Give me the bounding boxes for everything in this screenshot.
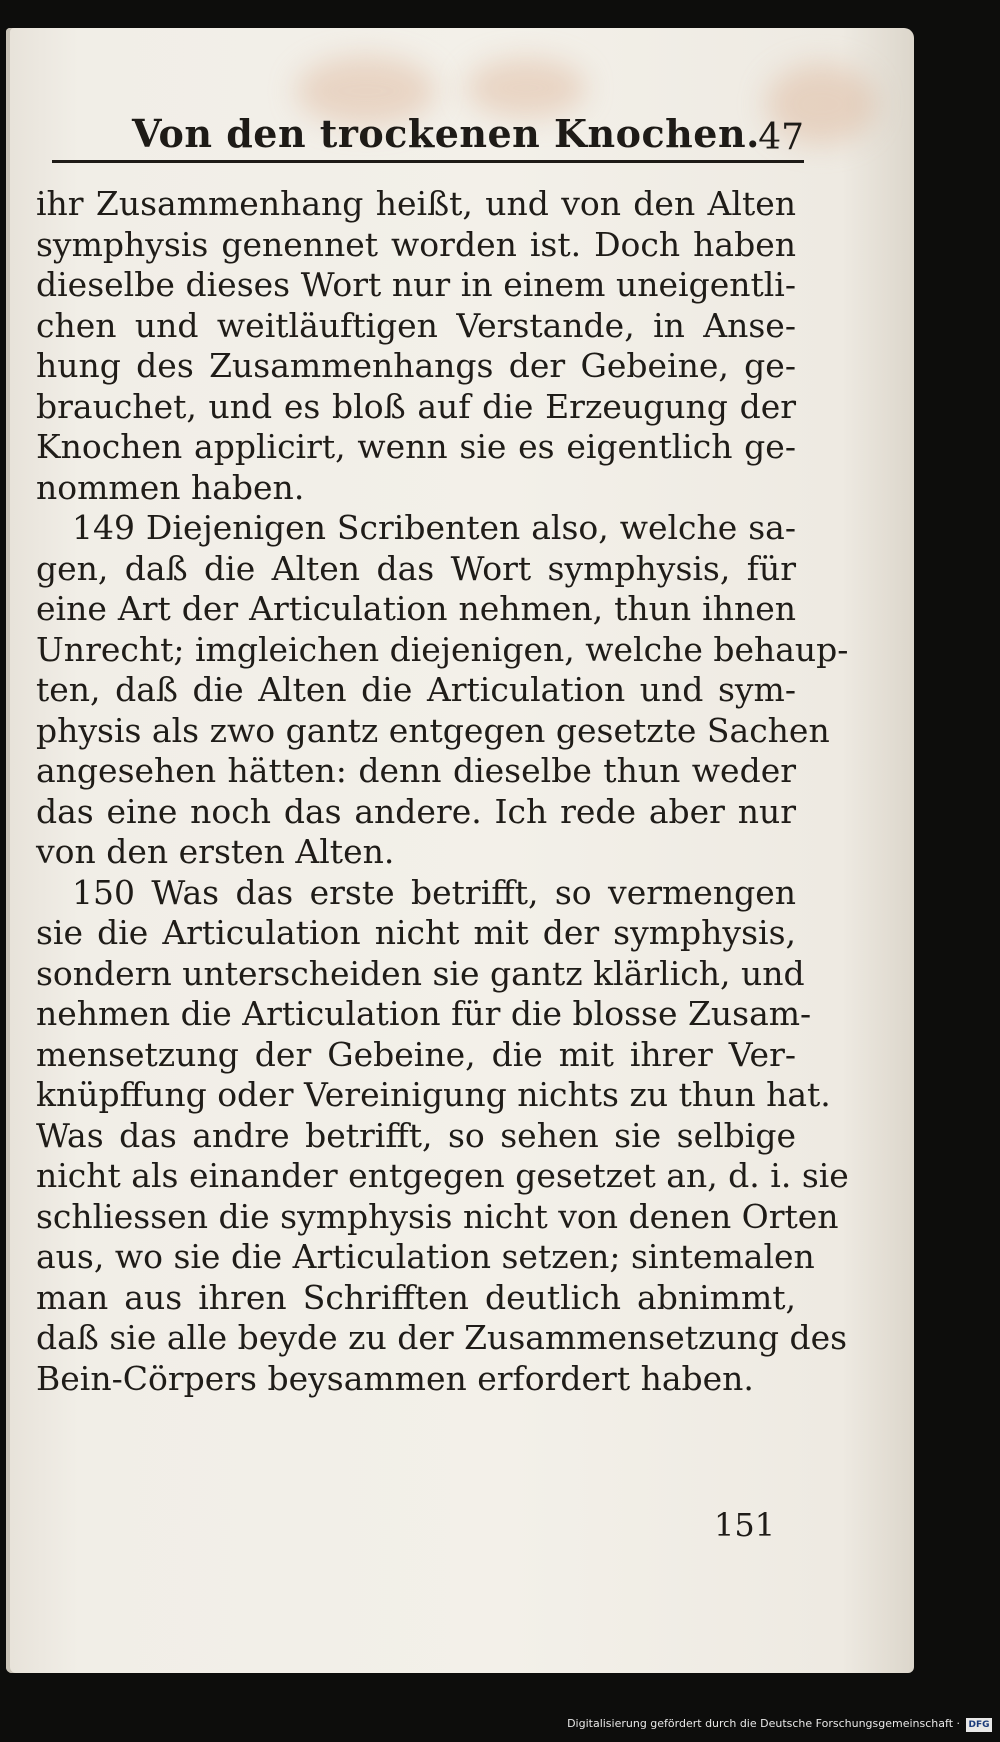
- text-line: brauchet, und es bloß auf die Erzeugung der: [36, 386, 796, 426]
- catchword: 151: [714, 1506, 776, 1544]
- scan-footer: [0, 1696, 1000, 1742]
- body-text: [36, 184, 849, 1399]
- paragraph-start-149: 149 Diejenigen Scribenten also, welche sa-: [72, 508, 796, 547]
- text-line: physis als zwo gantz entgegen gesetzte Sachen: [36, 710, 830, 750]
- paragraph-start-150: 150 Was das erste betrifft, so vermengen: [72, 872, 796, 912]
- text-line: nehmen die Articulation für die blosse Zusam-: [36, 994, 812, 1033]
- text-line: symphysis genennet worden ist. Doch haben: [36, 224, 796, 264]
- page-number: 47: [758, 117, 804, 158]
- text-line: angesehen hätten: denn dieselbe thun weder: [36, 751, 796, 790]
- text-line: mensetzung der Gebeine, die mit ihrer Ver-: [36, 1034, 796, 1074]
- text-line: man aus ihren Schrifften deutlich abnimmt,: [36, 1277, 796, 1317]
- text-line: daß sie alle beyde zu der Zusammensetzung des: [36, 1318, 848, 1357]
- text-line: nicht als einander entgegen gesetzet an, d. i. sie: [36, 1156, 849, 1195]
- dfg-logo: DFG: [966, 1718, 992, 1732]
- text-line: nommen haben.: [36, 467, 305, 507]
- text-line: ten, daß die Alten die Articulation und sym-: [36, 670, 796, 709]
- text-line: Unrecht; imgleichen diejenigen, welche behaup-: [36, 629, 849, 669]
- text-line: ihr Zusammenhang heißt, und von den Alten: [36, 184, 796, 223]
- text-line: schliessen die symphysis nicht von denen Orten: [36, 1196, 839, 1236]
- digitization-credit: Digitalisierung gefördert durch die Deutsche Forschungsgemeinschaft ·: [567, 1717, 960, 1730]
- text-line: Knochen applicirt, wenn sie es eigentlich ge-: [36, 427, 796, 466]
- text-line: das eine noch das andere. Ich rede aber nur: [36, 791, 796, 831]
- text-line: sie die Articulation nicht mit der symphysis,: [36, 913, 796, 952]
- text-line: gen, daß die Alten das Wort symphysis, für: [36, 548, 796, 588]
- text-line: sondern unterscheiden sie gantz klärlich, und: [36, 953, 805, 993]
- text-line: Bein-Cörpers beysammen erfordert haben.: [36, 1358, 754, 1398]
- text-line: dieselbe dieses Wort nur in einem uneigentli-: [36, 265, 796, 304]
- running-title: Von den trockenen Knochen.: [132, 111, 760, 156]
- page-header: [52, 108, 804, 163]
- text-line: von den ersten Alten.: [36, 832, 395, 871]
- text-line: hung des Zusammenhangs der Gebeine, ge-: [36, 346, 796, 385]
- text-line: chen und weitläuftigen Verstande, in Anse-: [36, 305, 796, 345]
- text-line: aus, wo sie die Articulation setzen; sintemalen: [36, 1237, 815, 1276]
- text-line: knüpffung oder Vereinigung nichts zu thun hat.: [36, 1075, 831, 1114]
- text-line: Was das andre betrifft, so sehen sie selbige: [36, 1115, 796, 1155]
- text-line: eine Art der Articulation nehmen, thun ihnen: [36, 589, 796, 628]
